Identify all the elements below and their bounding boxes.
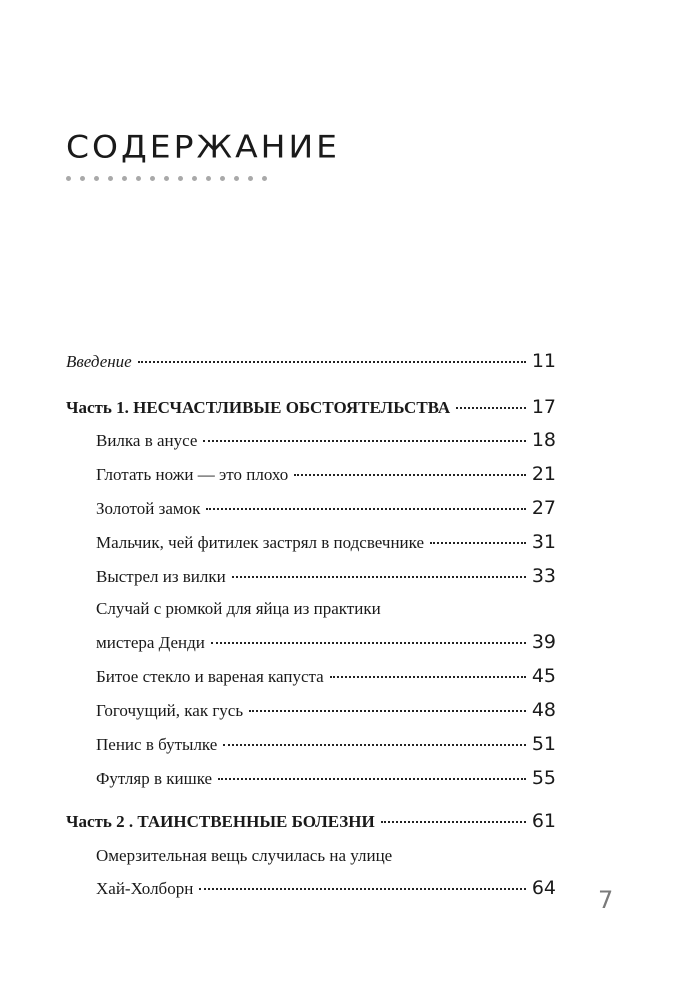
toc-entry-line1[interactable]: Случай с рюмкой для яйца из практики <box>96 599 381 618</box>
toc-entry[interactable]: Выстрел из вилки 33 <box>96 565 556 587</box>
dot-leader <box>223 744 526 746</box>
dot-leader <box>203 440 525 442</box>
toc-entry-line1[interactable]: Омерзительная вещь случилась на улице <box>96 846 393 865</box>
dot-leader <box>456 407 526 409</box>
dot-leader <box>218 778 526 780</box>
dot-leader <box>206 508 525 510</box>
toc-entry[interactable]: Пенис в бутылке 51 <box>96 733 556 755</box>
toc-entry[interactable]: Гогочущий, как гусь 48 <box>96 699 556 721</box>
dot-leader <box>249 710 526 712</box>
dot-leader <box>294 474 526 476</box>
page-number: 7 <box>598 886 614 914</box>
toc-entry[interactable]: Битое стекло и вареная капуста 45 <box>96 665 556 687</box>
dot-leader <box>232 576 526 578</box>
toc-entry[interactable]: мистера Денди 39 <box>96 631 556 653</box>
page-title: СОДЕРЖАНИЕ <box>66 128 341 166</box>
dot-leader <box>138 361 526 363</box>
toc-entry-intro[interactable]: Введение 11 <box>66 350 556 372</box>
toc-entry-part2[interactable]: Часть 2 . ТАИНСТВЕННЫЕ БОЛЕЗНИ 61 <box>66 810 556 832</box>
toc-entry[interactable]: Мальчик, чей фитилек застрял в подсвечнике 31 <box>96 531 556 553</box>
toc-entry[interactable]: Футляр в кишке 55 <box>96 767 556 789</box>
toc-entry[interactable]: Вилка в анусе 18 <box>96 429 556 451</box>
dot-leader <box>211 642 526 644</box>
toc-entry[interactable]: Золотой замок 27 <box>96 497 556 519</box>
toc-entry[interactable]: Глотать ножи — это плохо 21 <box>96 463 556 485</box>
toc-entry[interactable]: Хай-Холборн 64 <box>96 877 556 899</box>
toc-entry-part1[interactable]: Часть 1. НЕСЧАСТЛИВЫЕ ОБСТОЯТЕЛЬСТВА 17 <box>66 396 556 418</box>
dot-leader <box>381 821 526 823</box>
dot-leader <box>199 888 526 890</box>
dot-leader <box>330 676 526 678</box>
dot-leader <box>430 542 526 544</box>
